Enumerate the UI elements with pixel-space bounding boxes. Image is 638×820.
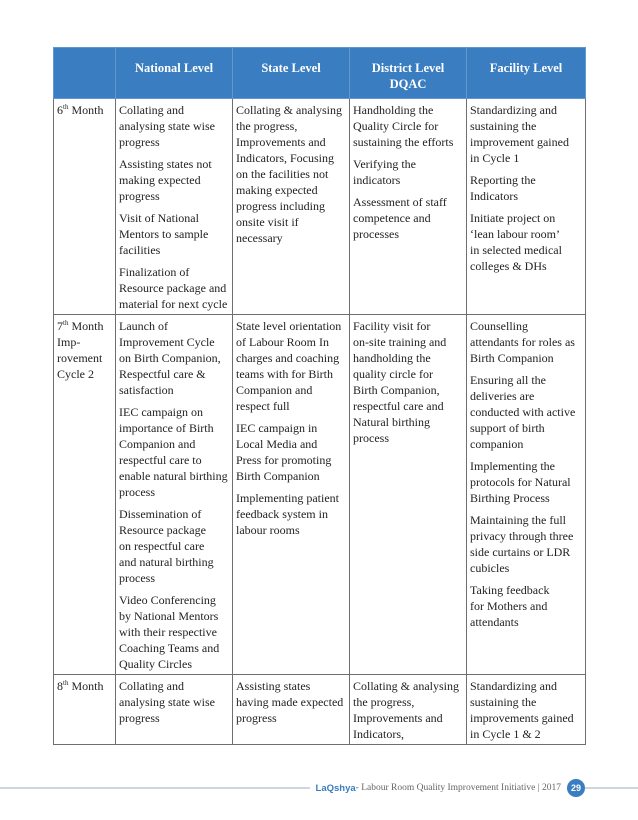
table-cell [233, 315, 350, 675]
cell-line: privacy through three [470, 529, 574, 543]
column-header: Facility Level [467, 48, 586, 99]
cell-line: in Cycle 1 [470, 151, 520, 165]
cell-paragraph [119, 102, 229, 150]
cell-line: onsite visit if [236, 215, 299, 229]
cell-line: attendants [470, 615, 519, 629]
cell-line: Quality Circle for [353, 119, 439, 133]
cell-line: companion [470, 437, 524, 451]
cell-line: IEC campaign on [119, 405, 203, 419]
cell-line: Collating & analysing [353, 679, 459, 693]
period-cell [54, 675, 116, 745]
cell-line: Indicators, Focusing [236, 151, 334, 165]
cell-line: in Cycle 1 & 2 [470, 727, 541, 741]
period-extra-line: rovement [57, 351, 103, 365]
column-header [54, 48, 116, 99]
cell-line: progress [119, 135, 160, 149]
table-cell [350, 675, 467, 745]
cell-line: process [119, 571, 155, 585]
period-unit: Month [68, 679, 104, 693]
cell-line: respectful care to [119, 453, 202, 467]
table-cell [467, 315, 586, 675]
cell-line: Press for promoting [236, 453, 332, 467]
cell-line: Birthing Process [470, 491, 550, 505]
cell-line: Visit of National [119, 211, 199, 225]
cell-line: Mentors to sample [119, 227, 209, 241]
cell-line: feedback system in [236, 507, 328, 521]
cell-paragraph [236, 318, 346, 414]
cell-line: respect full [236, 399, 290, 413]
table-cell [350, 99, 467, 315]
cell-line: process [119, 485, 155, 499]
cell-paragraph [236, 490, 346, 538]
cell-line: Coaching Teams and [119, 641, 220, 655]
cell-line: for Mothers and [470, 599, 548, 613]
cell-line: necessary [236, 231, 283, 245]
cell-line: progress including [236, 199, 325, 213]
table-row [54, 675, 586, 745]
cell-line: quality circle for [353, 367, 433, 381]
cell-line: Assisting states [236, 679, 311, 693]
cell-paragraph [470, 210, 582, 274]
cell-paragraph [119, 264, 229, 312]
cell-line: Resource package [119, 523, 206, 537]
cell-paragraph [353, 318, 463, 446]
cell-line: Video Conferencing [119, 593, 216, 607]
cell-line: competence and [353, 211, 431, 225]
cell-line: Verifying the [353, 157, 416, 171]
cell-line: and natural birthing [119, 555, 214, 569]
period-cell [54, 315, 116, 675]
cell-paragraph [470, 458, 582, 506]
cell-paragraph [119, 678, 229, 726]
page-footer [310, 779, 585, 797]
cell-line: sustaining the efforts [353, 135, 454, 149]
table-row [54, 315, 586, 675]
cell-line: sustaining the [470, 119, 537, 133]
schedule-table [53, 47, 586, 745]
period-unit: Month [68, 319, 104, 333]
cell-line: handholding the [353, 351, 431, 365]
period-extra-line: Imp- [57, 335, 81, 349]
cell-paragraph [353, 102, 463, 150]
table-body [54, 99, 586, 745]
cell-line: Counselling [470, 319, 529, 333]
cell-line: support of birth [470, 421, 545, 435]
column-header: District Level DQAC [350, 48, 467, 99]
cell-line: analysing state wise [119, 119, 215, 133]
cell-line: analysing state wise [119, 695, 215, 709]
cell-paragraph [119, 404, 229, 500]
period-unit: Month [68, 103, 104, 117]
cell-line: Natural birthing [353, 415, 430, 429]
cell-line: Dissemination of [119, 507, 202, 521]
cell-line: Launch of [119, 319, 168, 333]
cell-line: progress [119, 189, 160, 203]
cell-paragraph [470, 318, 582, 366]
cell-line: in selected medical [470, 243, 562, 257]
table-cell [233, 675, 350, 745]
cell-paragraph [353, 194, 463, 242]
schedule-table-container [53, 47, 585, 745]
period-number: 8 [57, 679, 63, 693]
cell-line: Companion and [119, 437, 196, 451]
cell-line: deliveries are [470, 389, 535, 403]
footer-brand: LaQshya [315, 782, 356, 794]
cell-line: Collating and [119, 103, 184, 117]
cell-line: Assessment of staff [353, 195, 447, 209]
cell-paragraph [470, 512, 582, 576]
cell-line: Maintaining the full [470, 513, 566, 527]
table-cell [467, 99, 586, 315]
cell-line: charges and coaching [236, 351, 340, 365]
cell-paragraph [236, 678, 346, 726]
period-number: 7 [57, 319, 63, 333]
cell-line: progress [236, 711, 277, 725]
cell-line: process [353, 431, 389, 445]
cell-line: labour rooms [236, 523, 300, 537]
cell-paragraph [470, 372, 582, 452]
cell-line: on Birth Companion, [119, 351, 221, 365]
cell-line: of Labour Room In [236, 335, 329, 349]
cell-line: colleges & DHs [470, 259, 547, 273]
cell-line: Initiate project on [470, 211, 556, 225]
cell-line: Resource package and [119, 281, 227, 295]
cell-line: Collating & analysing [236, 103, 342, 117]
cell-line: respectful care and [353, 399, 444, 413]
cell-paragraph [119, 210, 229, 258]
cell-paragraph [353, 678, 463, 742]
cell-line: on respectful care [119, 539, 205, 553]
cell-paragraph [470, 172, 582, 204]
cell-line: Standardizing and [470, 679, 557, 693]
cell-line: Indicators [470, 189, 518, 203]
cell-line: Birth Companion [470, 351, 554, 365]
cell-line: Implementing patient [236, 491, 339, 505]
cell-line: improvements gained [470, 711, 574, 725]
cell-line: Facility visit for [353, 319, 431, 333]
cell-line: on-site training and [353, 335, 447, 349]
period-suffix: th [63, 103, 69, 111]
cell-line: Improvements and [236, 135, 326, 149]
cell-paragraph [353, 156, 463, 188]
cell-paragraph [236, 420, 346, 484]
cell-paragraph [470, 678, 582, 742]
cell-line: Assisting states not [119, 157, 212, 171]
period-suffix: th [63, 319, 69, 327]
table-cell [116, 675, 233, 745]
cell-line: Improvement Cycle [119, 335, 215, 349]
cell-line: Indicators, [353, 727, 404, 741]
table-cell [467, 675, 586, 745]
table-cell [116, 99, 233, 315]
table-cell [116, 315, 233, 675]
cell-line: on the facilities not [236, 167, 329, 181]
cell-line: improvement gained [470, 135, 569, 149]
period-suffix: th [63, 679, 69, 687]
cell-line: Handholding the [353, 103, 434, 117]
period-cell [54, 99, 116, 315]
cell-line: Companion and [236, 383, 313, 397]
cell-paragraph [119, 156, 229, 204]
cell-line: enable natural birthing [119, 469, 228, 483]
cell-line: attendants for roles as [470, 335, 575, 349]
cell-line: IEC campaign in [236, 421, 318, 435]
page-number-badge: 29 [567, 779, 585, 797]
table-header-row [54, 48, 586, 99]
cell-line: teams with for Birth [236, 367, 333, 381]
cell-line: Birth Companion [236, 469, 320, 483]
cell-line: Local Media and [236, 437, 318, 451]
cell-line: protocols for Natural [470, 475, 571, 489]
cell-line: satisfaction [119, 383, 174, 397]
cell-line: processes [353, 227, 399, 241]
cell-line: Implementing the [470, 459, 555, 473]
cell-line: progress [119, 711, 160, 725]
cell-line: by National Mentors [119, 609, 219, 623]
cell-line: ‘lean labour room’ [470, 227, 560, 241]
cell-line: facilities [119, 243, 161, 257]
cell-line: Improvements and [353, 711, 443, 725]
cell-line: indicators [353, 173, 401, 187]
cell-line: Finalization of [119, 265, 190, 279]
cell-line: Ensuring all the [470, 373, 546, 387]
cell-paragraph [236, 102, 346, 246]
cell-paragraph [119, 506, 229, 586]
cell-paragraph [119, 318, 229, 398]
cell-line: State level orientation [236, 319, 342, 333]
cell-line: importance of Birth [119, 421, 214, 435]
period-number: 6 [57, 103, 63, 117]
cell-line: Taking feedback [470, 583, 550, 597]
cell-paragraph [119, 592, 229, 672]
cell-line: with their respective [119, 625, 217, 639]
cell-paragraph [470, 582, 582, 630]
cell-line: making expected [119, 173, 201, 187]
cell-line: Reporting the [470, 173, 536, 187]
cell-line: side curtains or LDR [470, 545, 571, 559]
cell-line: sustaining the [470, 695, 537, 709]
footer-text: - Labour Room Quality Improvement Initiative | 2017 [355, 783, 561, 793]
cell-line: having made expected [236, 695, 344, 709]
cell-line: cubicles [470, 561, 510, 575]
cell-line: material for next cycle [119, 297, 228, 311]
column-header: State Level [233, 48, 350, 99]
cell-line: Collating and [119, 679, 184, 693]
table-cell [233, 99, 350, 315]
column-header: National Level [116, 48, 233, 99]
table-cell [350, 315, 467, 675]
cell-line: Quality Circles [119, 657, 192, 671]
cell-line: Standardizing and [470, 103, 557, 117]
cell-line: conducted with active [470, 405, 576, 419]
cell-line: making expected [236, 183, 318, 197]
table-row [54, 99, 586, 315]
cell-line: Birth Companion, [353, 383, 440, 397]
period-extra-line: Cycle 2 [57, 367, 94, 381]
cell-paragraph [470, 102, 582, 166]
cell-line: the progress, [353, 695, 415, 709]
cell-line: the progress, [236, 119, 298, 133]
cell-line: Respectful care & [119, 367, 206, 381]
